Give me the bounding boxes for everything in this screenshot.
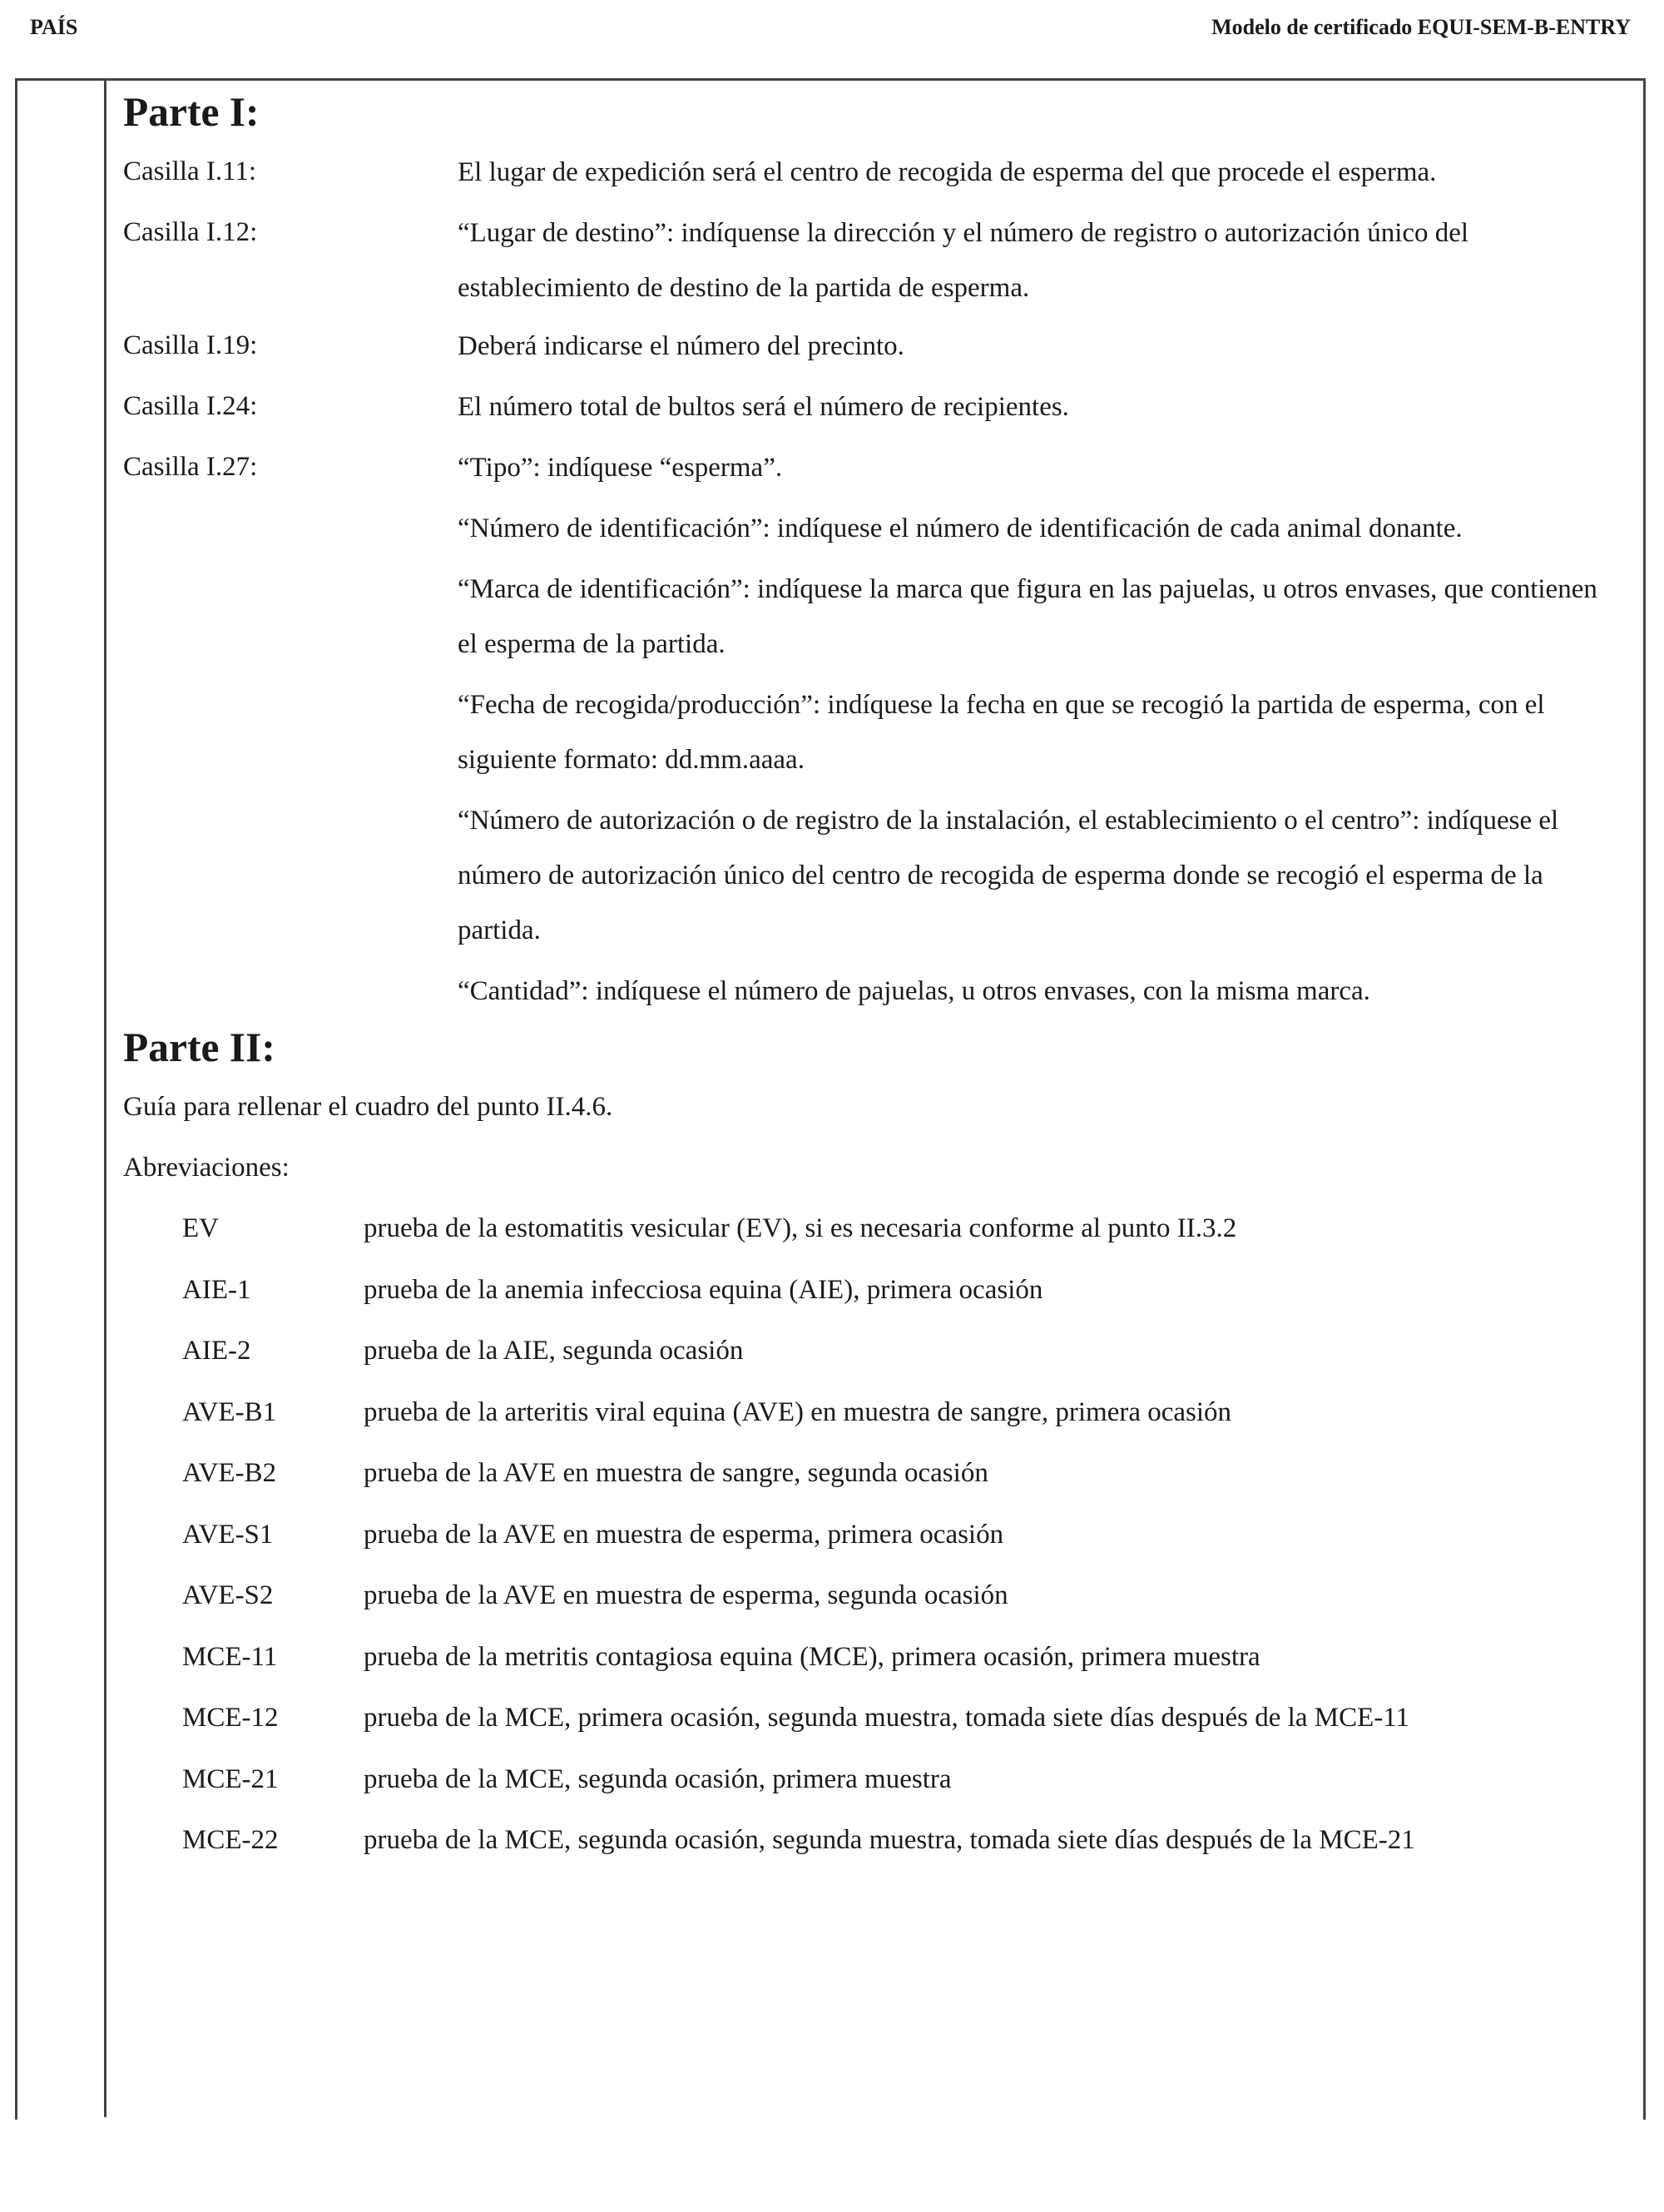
abbreviations-heading: Abreviaciones: [123,1153,290,1183]
abbreviation-description: prueba de la MCE, segunda ocasión, segunda muestra, tomada siete días después de la MCE-21 [364,1825,1415,1855]
part2-title: Parte II: [123,1024,275,1070]
margin-rule [104,81,106,2117]
abbreviation-description: prueba de la MCE, segunda ocasión, primera muestra [364,1763,952,1794]
list-item [123,1443,1621,1505]
list-item [123,1688,1621,1749]
box-instruction: “Lugar de destino”: indíquense la dirección y el número de registro o autorización único del establecimiento de destino de la partida de esperma. [458,218,1469,303]
abbreviation-description: prueba de la AVE en muestra de sangre, segunda ocasión [364,1458,988,1488]
box-instruction: “Cantidad”: indíquese el número de pajuelas, u otros envases, con la misma marca. [458,976,1370,1006]
abbreviation-code: MCE-11 [182,1641,278,1672]
list-item [123,1321,1621,1382]
box-instruction: “Tipo”: indíquese “esperma”. [458,453,783,483]
box-label: Casilla I.11: [123,156,257,186]
abbreviation-code: AIE-1 [182,1274,251,1305]
box-instruction: “Número de autorización o de registro de la instalación, el establecimiento o el centro”: indíquese el número de autorización único del centro de recogida de esperma donde se recogió el esperma de la partida. [458,806,1559,945]
abbreviation-description: prueba de la MCE, primera ocasión, segunda muestra, tomada siete días después de la MCE-11 [364,1703,1409,1733]
abbreviation-description: prueba de la AVE en muestra de esperma, segunda ocasión [364,1580,1008,1610]
box-label: Casilla I.19: [123,330,258,360]
abbreviation-code: AIE-2 [182,1336,251,1366]
abbreviation-code: AVE-S2 [182,1580,274,1610]
box-instruction: El número total de bultos será el número de recipientes. [458,392,1069,422]
abbreviations-list [123,1198,1621,1872]
abbreviation-description: prueba de la estomatitis vesicular (EV), si es necesaria conforme al punto II.3.2 [364,1213,1237,1243]
list-item [123,1565,1621,1627]
abbreviation-code: AVE-B2 [182,1458,277,1488]
box-instruction: “Fecha de recogida/producción”: indíquese la fecha en que se recogió la partida de esperma, con el siguiente formato: dd.mm.aaaa. [458,690,1545,775]
box-instruction: “Marca de identificación”: indíquese la marca que figura en las pajuelas, u otros envases, que contienen el esperma de la partida. [458,574,1597,659]
abbreviation-code: AVE-B1 [182,1396,277,1427]
list-item [123,1505,1621,1566]
list-item [123,1198,1621,1260]
country-header: PAÍS [30,15,78,39]
list-item [123,1627,1621,1689]
box-row-i24 [123,376,1621,437]
certificate-model-header: Modelo de certificado EQUI-SEM-B-ENTRY [1211,15,1631,39]
box-label: Casilla I.24: [123,391,258,421]
box-row-i11 [123,141,1621,202]
abbreviation-description: prueba de la arteritis viral equina (AVE) en muestra de sangre, primera ocasión [364,1396,1232,1427]
list-item [123,1260,1621,1322]
box-instruction: El lugar de expedición será el centro de recogida de esperma del que procede el esperma. [458,157,1437,187]
box-row-i19 [123,315,1621,376]
list-item [123,1749,1621,1811]
list-item [123,1810,1621,1872]
part2-guide: Guía para rellenar el cuadro del punto II.4.6. [123,1092,613,1122]
document-body [123,83,1621,1872]
abbreviation-description: prueba de la metritis contagiosa equina (MCE), primera ocasión, primera muestra [364,1641,1260,1672]
box-row-i27 [123,437,1621,1019]
list-item [123,1382,1621,1444]
abbreviation-code: MCE-21 [182,1763,279,1794]
abbreviation-description: prueba de la anemia infecciosa equina (AIE), primera ocasión [364,1274,1043,1305]
box-instruction: “Número de identificación”: indíquese el número de identificación de cada animal donante. [458,513,1463,543]
abbreviation-code: MCE-12 [182,1703,279,1733]
part1-title: Parte I: [123,89,260,135]
box-label: Casilla I.27: [123,452,258,482]
box-label: Casilla I.12: [123,217,258,247]
abbreviation-description: prueba de la AVE en muestra de esperma, primera ocasión [364,1519,1004,1550]
abbreviation-code: EV [182,1213,219,1243]
box-instruction: Deberá indicarse el número del precinto. [458,331,904,361]
abbreviation-code: MCE-22 [182,1825,279,1855]
abbreviation-description: prueba de la AIE, segunda ocasión [364,1336,744,1366]
abbreviation-code: AVE-S1 [182,1519,274,1550]
box-row-i12 [123,202,1621,315]
